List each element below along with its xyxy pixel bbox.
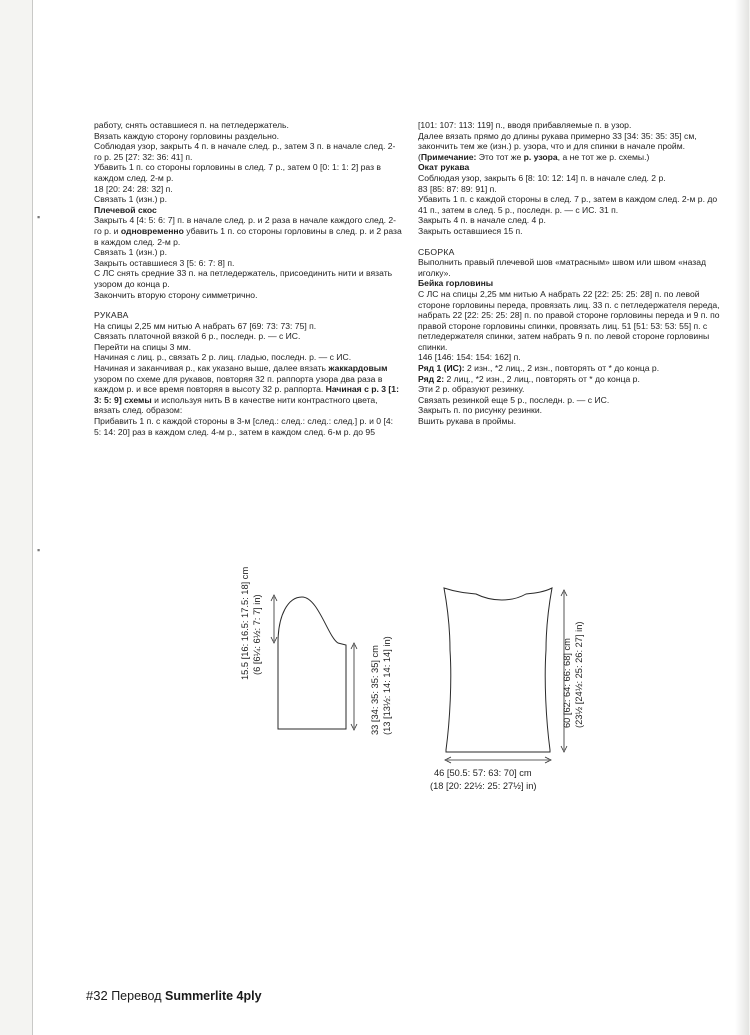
paragraph: Начиная с лиц. р., связать 2 р. лиц. гладью, последн. р. — с ИС. bbox=[94, 352, 352, 363]
paragraph: Прибавить 1 п. с каждой стороны в 3-м [след.: след.: след.: след.] р. и 0 [4: 5: 14: 20] раз в каждом след. 4-м р., затем в каждом след. 6-м р. до 95 bbox=[94, 416, 394, 437]
sleeve-cap-heading: Окат рукава bbox=[418, 162, 470, 173]
body-width-cm: 46 [50.5: 57: 63: 70] cm bbox=[434, 768, 532, 778]
sleeves-heading: РУКАВА bbox=[94, 310, 129, 321]
assembly-heading: СБОРКА bbox=[418, 246, 455, 257]
paragraph: Связать платочной вязкой 6 р., последн. р. — с ИС. bbox=[94, 331, 301, 342]
page-edge-shadow bbox=[735, 0, 749, 1035]
paragraph: Соблюдая узор, закрыть 6 [8: 10: 12: 14] п. в начале след. 2 р. bbox=[418, 172, 666, 183]
footer-brand: Summerlite 4ply bbox=[164, 989, 262, 1003]
paragraph: работу, снять оставшиеся п. на петледержатель. bbox=[94, 120, 289, 130]
paragraph: Связать резинкой еще 5 р., последн. р. — с ИС. bbox=[418, 394, 610, 405]
paragraph: Закрыть 4 [4: 5: 6: 7] п. в начале след. р. и 2 раза в начале каждого след. 2-го р. и одновременно убавить 1 п. со стороны горловины в след. р. и 2 раза в каждом след. 2-м р. bbox=[94, 215, 402, 247]
paragraph: Вязать каждую сторону горловины раздельно. bbox=[94, 130, 280, 141]
body-width-in: (18 [20: 22½: 25: 27½] in) bbox=[430, 781, 537, 791]
paragraph: Закрыть 4 п. в начале след. 4 р. bbox=[418, 215, 546, 226]
paragraph: Далее вязать прямо до длины рукава примерно 33 [34: 35: 35: 35] см, закончить тем же (изн.) р. узора, что и для спинки в начале пройм. (Примечание: Это тот же р. узора, а не тот же р. схемы.) bbox=[418, 130, 697, 162]
paragraph: Ряд 2: 2 лиц., *2 изн., 2 лиц., повторять от * до конца р. bbox=[418, 373, 640, 384]
page-footer bbox=[86, 988, 262, 1003]
left-text-column bbox=[94, 120, 402, 437]
paragraph: Перейти на спицы 3 мм. bbox=[94, 341, 191, 352]
body-schematic bbox=[420, 580, 620, 800]
paragraph: 83 [85: 87: 89: 91] п. bbox=[418, 183, 497, 194]
sleeve-cap-height-cm: 15.5 [16: 16.5: 17.5: 18] cm bbox=[240, 566, 250, 680]
sleeve-length-cm: 33 [34: 35: 35: 35] cm bbox=[370, 645, 380, 735]
page-number: #32 bbox=[86, 988, 108, 1003]
scan-mark: ▪ bbox=[37, 545, 41, 555]
paragraph: Убавить 1 п. с каждой стороны в след. 7 р., затем в каждом след. 2-м р. до 41 п., затем в след. 5 р., последн. р. — с ИС. 31 п. bbox=[418, 194, 718, 215]
sleeve-schematic bbox=[230, 545, 410, 745]
body-outline bbox=[420, 580, 620, 800]
paragraph: Начиная и заканчивая р., как указано выше, далее вязать жаккардовым узором по схеме для рукавов, повторяя 32 п. раппорта узора два раза в каждом р. и все время повторяя в высоту 32 р. раппорта. Начиная с р. 3 [1: 3: 5: 9] схемы и используя нить В в качестве нити контрастного цвета, вязать след. образом: bbox=[94, 363, 399, 416]
paragraph: Связать 1 (изн.) р. bbox=[94, 194, 167, 205]
paragraph: Эти 2 р. образуют резинку. bbox=[418, 384, 525, 395]
paragraph: Ряд 1 (ИС): 2 изн., *2 лиц., 2 изн., повторять от * до конца р. bbox=[418, 363, 660, 374]
paragraph: С ЛС снять средние 33 п. на петледержатель, присоединить нити и вязать узором до конца р. bbox=[94, 268, 393, 289]
body-length-cm: 60 [62: 64: 66: 68] cm bbox=[562, 638, 572, 728]
paragraph: [101: 107: 113: 119] п., вводя прибавляемые п. в узор. bbox=[418, 120, 632, 130]
paragraph: 146 [146: 154: 154: 162] п. bbox=[418, 352, 521, 363]
neckband-heading: Бейка горловины bbox=[418, 278, 494, 289]
paragraph: Закончить вторую сторону симметрично. bbox=[94, 289, 258, 300]
paragraph: Вшить рукава в проймы. bbox=[418, 416, 517, 427]
paragraph: На спицы 2,25 мм нитью А набрать 67 [69: 73: 73: 75] п. bbox=[94, 320, 317, 331]
paragraph: Убавить 1 п. со стороны горловины в след. 7 р., затем 0 [0: 1: 1: 2] раз в каждом след. 2-м р. bbox=[94, 162, 381, 183]
body-length-in: (23½ [24½: 25: 26: 27] in) bbox=[574, 621, 584, 728]
right-text-column bbox=[418, 120, 724, 427]
sleeve-length-in: (13 [13½: 14: 14: 14] in) bbox=[382, 636, 392, 735]
footer-label: Перевод bbox=[111, 989, 162, 1003]
paragraph: С ЛС на спицы 2,25 мм нитью А набрать 22 [22: 25: 25: 28] п. по левой стороне горловины переда, провязать лиц. 33 п. с петледержателя переда, набрать 22 [22: 25: 25: 28] п. по правой стороне горловины переда и 9 п. по правой стороне горловины спинки, провязать лиц. 51 [51: 53: 53: 55] п. с петледержателя спинки, затем набрать 9 п. по левой стороне горловины спинки. bbox=[418, 288, 720, 352]
paragraph: Связать 1 (изн.) р. bbox=[94, 247, 167, 258]
paragraph: Выполнить правый плечевой шов «матрасным» швом или швом «назад иголку». bbox=[418, 257, 707, 278]
paragraph: Соблюдая узор, закрыть 4 п. в начале след. р., затем 3 п. в начале след. 2-го р. 25 [27: 32: 36: 41] п. bbox=[94, 141, 396, 162]
sleeve-cap-height-in: (6 [6¼: 6½: 7: 7] in) bbox=[252, 594, 262, 675]
shoulder-shaping-heading: Плечевой скос bbox=[94, 204, 157, 215]
paragraph: Закрыть п. по рисунку резинки. bbox=[418, 405, 543, 416]
scan-mark: ▪ bbox=[37, 212, 41, 222]
paragraph: Закрыть оставшиеся 15 п. bbox=[418, 225, 523, 236]
paragraph: Закрыть оставшиеся 3 [5: 6: 7: 8] п. bbox=[94, 257, 235, 268]
paragraph: 18 [20: 24: 28: 32] п. bbox=[94, 183, 173, 194]
